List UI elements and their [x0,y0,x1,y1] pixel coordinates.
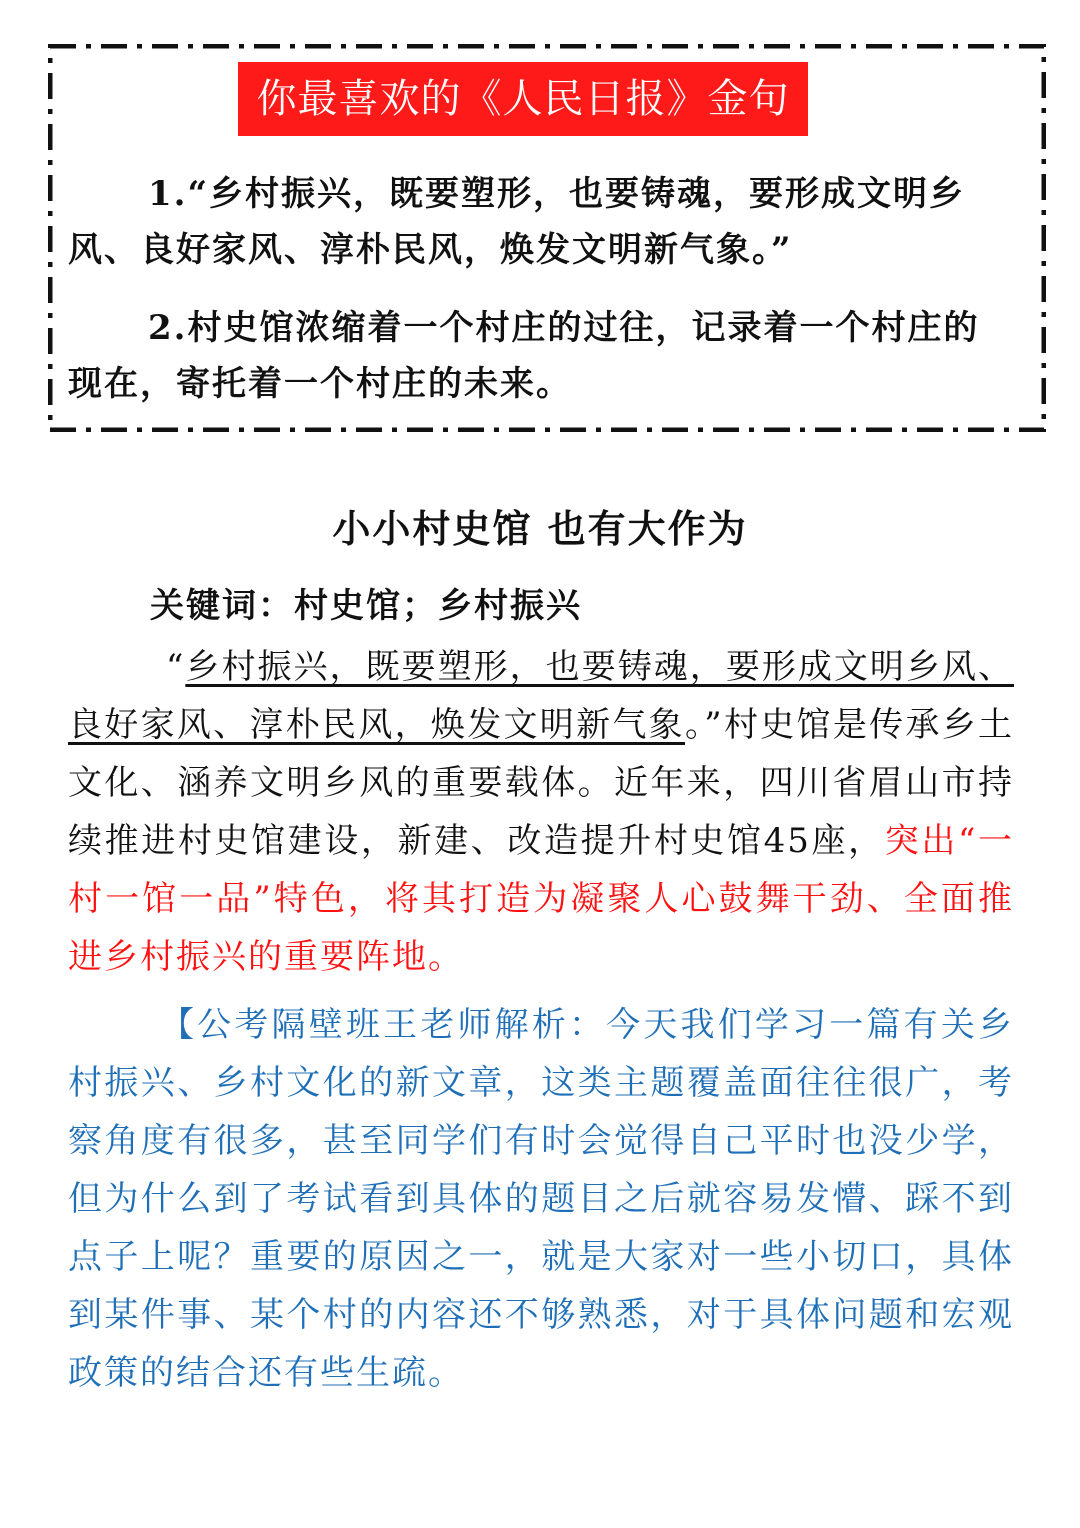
article-title: 小小村史馆 也有大作为 [332,507,748,551]
paragraph-body: 。”村史馆是传承乡土文化、涵养文明乡风的重要载体。近年来，四川省眉山市持续推进村史馆建设，新建、改造提升村史馆45座， [68,705,1014,861]
underlined-quote: 乡村振兴，既要塑形，也要铸魂，要形成文明乡风、良好家风、淳朴民风，焕发文明新气象 [68,647,1014,745]
quote-item-1: 1.“乡村振兴，既要塑形，也要铸魂，要形成文明乡风、良好家风、淳朴民风，焕发文明新气象。” [68,174,966,270]
quote-box-title: 你最喜欢的《人民日报》金句 [238,62,808,136]
highlighted-text: 突出“一村一馆一品”特色，将其打造为凝聚人心鼓舞干劲、全面推进乡村振兴的重要阵地。 [68,821,1014,977]
teacher-analysis-paragraph: 【公考隔壁班王老师解析：今天我们学习一篇有关乡村振兴、乡村文化的新文章，这类主题覆盖面往往很广，考察角度有很多，甚至同学们有时会觉得自己平时也没少学，但为什么到了考试看到具体的题目之后就容易发懵、踩不到点子上呢？重要的原因之一，就是大家对一些小切口，具体到某件事、某个村的内容还不够熟悉，对于具体问题和宏观政策的结合还有些生疏。 [68,1005,1014,1393]
quote-item-2: 2.村史馆浓缩着一个村庄的过往，记录着一个村庄的现在，寄托着一个村庄的未来。 [68,308,980,404]
keywords-line: 关键词：村史馆；乡村振兴 [150,586,582,626]
article-paragraph-1 [68,638,1014,986]
open-quote: “ [166,647,186,687]
